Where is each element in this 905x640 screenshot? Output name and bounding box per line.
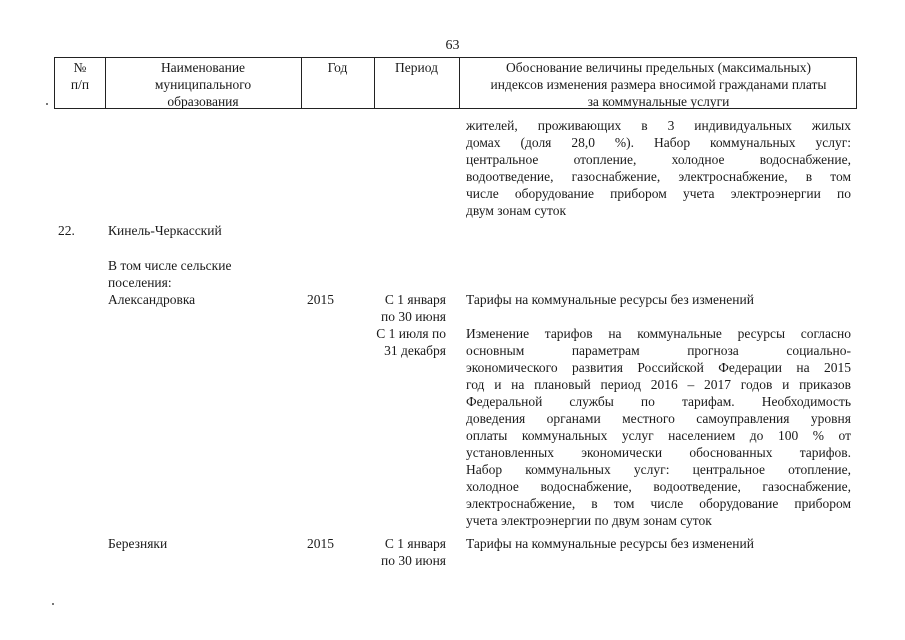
district-name: Кинель-Черкасский	[108, 223, 222, 238]
settlement-year: 2015	[307, 292, 334, 307]
settlement-name: Александровка	[108, 292, 196, 307]
table-header	[54, 57, 857, 109]
period-cell: С 1 января по 30 июня	[381, 292, 446, 324]
period-cell: С 1 июля по 31 декабря	[376, 326, 446, 358]
scan-speck	[46, 103, 48, 105]
header-period: Период	[395, 60, 438, 75]
settlement-name: Березняки	[108, 536, 168, 551]
header-municipality: Наименование муниципального образования	[154, 60, 252, 109]
justification-text: Тарифы на коммунальные ресурсы без изменений	[466, 536, 754, 551]
header-num: № п/п	[70, 60, 90, 92]
scan-speck	[52, 603, 54, 605]
document-page: 63 № п/п Наименование муниципального образования Год Период Обоснование величины предельных (максимальных) индексов изменения размера вносимой гражданами платы за коммунальные услуги жителей, проживающих в 3 индивидуальных жилых домах (доля 28,0 %). Набор коммунальных услуг: центральное отопление, холодное водоснабжение, водоотведение, газоснабжение, электроснабжение, в том числе оборудование прибором учета электроэнергии по двум зонам суток 22. Кинель-Черкасский В том числе сельские поселения: Александровка 2015 С 1 января по 30 июня Тарифы на коммунальные ресурсы без изменений С 1 июля по 31 декабря Изменение тарифов на коммунальные ресурсы согласно основным параметрам прогноза социально- экономического развития Российской Федерации на 2015 год и на плановый период 2016 – 2017 годов и приказов Федеральной службы по тарифам. Необходимость доведения органами местного самоуправления уровня оплаты коммунальных услуг населением до 100 % от установленных экономически обоснованных тарифов. Набор коммунальных услуг: центральное отопление, холодное водоснабжение, водоотведение, газоснабжение, электроснабжение, в том числе оборудование прибором учета электроэнергии по двум зонам суток Березняки 2015 С 1 января по 30 июня Тарифы на коммунальные ресурсы без изменений	[0, 0, 905, 640]
header-justification: Обоснование величины предельных (максимальных) индексов изменения размера вносимой гражданами платы за коммунальные услуги	[490, 60, 827, 109]
rural-label: В том числе сельские поселения:	[108, 258, 232, 290]
settlement-year: 2015	[307, 536, 334, 551]
header-year: Год	[327, 60, 348, 75]
district-number: 22.	[58, 223, 75, 238]
justification-text: Тарифы на коммунальные ресурсы без изменений	[466, 292, 754, 307]
period-cell: С 1 января по 30 июня	[381, 536, 446, 568]
page-number: 63	[445, 38, 460, 53]
